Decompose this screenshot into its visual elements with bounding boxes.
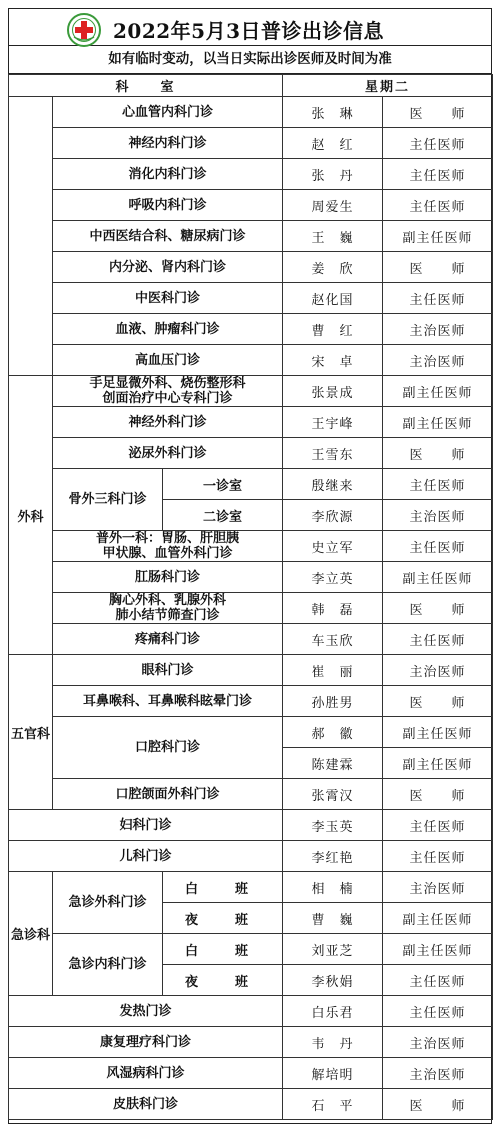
doctor-cell: 王宇峰 [283, 407, 383, 438]
title-cell: 医 师 [383, 779, 493, 810]
dept-cell [53, 531, 283, 562]
hospital-logo-icon [66, 12, 102, 48]
dept-cell: 疼痛科门诊 [53, 624, 283, 655]
doctor-cell: 姜 欣 [283, 252, 383, 283]
dept-cell: 内分泌、肾内科门诊 [53, 252, 283, 283]
doctor-cell: 韦 丹 [283, 1027, 383, 1058]
sub-room-cell: 一诊室 [163, 469, 283, 500]
table-row [9, 593, 493, 624]
title-cell: 主治医师 [383, 345, 493, 376]
doctor-cell: 史立军 [283, 531, 383, 562]
dept-cell: 眼科门诊 [53, 655, 283, 686]
category-internal-blank [9, 97, 53, 376]
table-row [9, 407, 493, 438]
dept-cell: 消化内科门诊 [53, 159, 283, 190]
title-cell: 副主任医师 [383, 407, 493, 438]
dept-cell: 急诊内科门诊 [53, 934, 163, 996]
title-cell: 副主任医师 [383, 562, 493, 593]
title-cell: 主任医师 [383, 841, 493, 872]
notice-text: 如有临时变动，以当日实际出诊医师及时间为准 [8, 46, 492, 74]
page-title: 2022年5月3日普诊出诊信息 [113, 19, 384, 43]
dept-cell: 血液、肿瘤科门诊 [53, 314, 283, 345]
doctor-cell: 李欣源 [283, 500, 383, 531]
sub-room-cell: 二诊室 [163, 500, 283, 531]
shift-cell: 夜 班 [163, 965, 283, 996]
table-row [9, 655, 493, 686]
dept-line: 胸心外科、乳腺外科 [109, 593, 227, 608]
title-cell: 医 师 [383, 438, 493, 469]
title-cell: 主任医师 [383, 624, 493, 655]
dept-cell: 泌尿外科门诊 [53, 438, 283, 469]
title-cell: 主任医师 [383, 810, 493, 841]
dept-cell: 神经内科门诊 [53, 128, 283, 159]
shift-cell: 夜 班 [163, 903, 283, 934]
table-row [9, 128, 493, 159]
title-cell: 主治医师 [383, 1027, 493, 1058]
title-cell: 主任医师 [383, 965, 493, 996]
dept-cell: 神经外科门诊 [53, 407, 283, 438]
doctor-cell: 石 平 [283, 1089, 383, 1120]
doctor-cell: 李秋娟 [283, 965, 383, 996]
dept-line: 甲状腺、血管外科门诊 [102, 546, 233, 561]
dept-cell: 康复理疗科门诊 [9, 1027, 283, 1058]
title-cell: 主任医师 [383, 128, 493, 159]
title-cell: 主任医师 [383, 159, 493, 190]
doctor-cell: 解培明 [283, 1058, 383, 1089]
table-row [9, 934, 493, 965]
dept-cell: 口腔颌面外科门诊 [53, 779, 283, 810]
dept-cell: 耳鼻喉科、耳鼻喉科眩晕门诊 [53, 686, 283, 717]
doctor-cell: 李红艳 [283, 841, 383, 872]
page-header [8, 8, 492, 46]
dept-cell: 中医科门诊 [53, 283, 283, 314]
title-cell: 副主任医师 [383, 717, 493, 748]
doctor-cell: 郝 徽 [283, 717, 383, 748]
table-row [9, 252, 493, 283]
doctor-cell: 曹 巍 [283, 903, 383, 934]
dept-cell: 心血管内科门诊 [53, 97, 283, 128]
doctor-cell: 赵 红 [283, 128, 383, 159]
table-row [9, 1058, 493, 1089]
title-cell: 副主任医师 [383, 376, 493, 407]
dept-line: 肺小结节筛查门诊 [115, 608, 220, 623]
table-row [9, 314, 493, 345]
category-surgery: 外科 [9, 376, 53, 655]
table-row [9, 872, 493, 903]
doctor-cell: 李立英 [283, 562, 383, 593]
dept-line: 普外一科：胃肠、肝胆胰 [96, 531, 240, 546]
title-cell: 主任医师 [383, 283, 493, 314]
doctor-cell: 李玉英 [283, 810, 383, 841]
table-row [9, 97, 493, 128]
dept-cell: 急诊外科门诊 [53, 872, 163, 934]
doctor-cell: 韩 磊 [283, 593, 383, 624]
dept-cell [53, 593, 283, 624]
doctor-cell: 曹 红 [283, 314, 383, 345]
doctor-cell: 张霄汉 [283, 779, 383, 810]
doctor-cell: 王雪东 [283, 438, 383, 469]
title-cell: 主治医师 [383, 500, 493, 531]
dept-cell: 皮肤科门诊 [9, 1089, 283, 1120]
title-cell: 医 师 [383, 97, 493, 128]
table-row [9, 283, 493, 314]
title-cell: 主任医师 [383, 531, 493, 562]
doctor-cell: 车玉欣 [283, 624, 383, 655]
dept-cell [53, 376, 283, 407]
dept-cell: 儿科门诊 [9, 841, 283, 872]
title-cell: 医 师 [383, 252, 493, 283]
table-row [9, 686, 493, 717]
doctor-cell: 周爱生 [283, 190, 383, 221]
table-row [9, 717, 493, 748]
dept-cell: 风湿病科门诊 [9, 1058, 283, 1089]
dept-line: 创面治疗中心专科门诊 [102, 391, 233, 406]
table-row [9, 779, 493, 810]
table-row [9, 438, 493, 469]
dept-cell: 妇科门诊 [9, 810, 283, 841]
title-cell: 主任医师 [383, 469, 493, 500]
doctor-cell: 张景成 [283, 376, 383, 407]
shift-cell: 白 班 [163, 934, 283, 965]
table-row [9, 376, 493, 407]
title-cell: 医 师 [383, 593, 493, 624]
dept-cell: 高血压门诊 [53, 345, 283, 376]
dept-cell: 肛肠科门诊 [53, 562, 283, 593]
category-ent: 五官科 [9, 655, 53, 810]
doctor-cell: 张 丹 [283, 159, 383, 190]
title-cell: 主治医师 [383, 655, 493, 686]
title-cell: 副主任医师 [383, 748, 493, 779]
header-dept: 科 室 [9, 75, 283, 97]
doctor-cell: 孙胜男 [283, 686, 383, 717]
dept-line: 手足显微外科、烧伤整形科 [89, 376, 246, 391]
table-row [9, 159, 493, 190]
table-row [9, 841, 493, 872]
table-row [9, 531, 493, 562]
doctor-cell: 白乐君 [283, 996, 383, 1027]
table-row [9, 1089, 493, 1120]
category-emergency: 急诊科 [9, 872, 53, 996]
table-row [9, 1027, 493, 1058]
doctor-cell: 刘亚芝 [283, 934, 383, 965]
doctor-cell: 张 琳 [283, 97, 383, 128]
table-row [9, 996, 493, 1027]
title-cell: 医 师 [383, 1089, 493, 1120]
shift-cell: 白 班 [163, 872, 283, 903]
title-cell: 副主任医师 [383, 221, 493, 252]
doctor-cell: 宋 卓 [283, 345, 383, 376]
doctor-cell: 王 巍 [283, 221, 383, 252]
dept-cell: 骨外三科门诊 [53, 469, 163, 531]
schedule-table [8, 74, 493, 1120]
doctor-cell: 赵化国 [283, 283, 383, 314]
table-header-row [9, 75, 493, 97]
dept-cell: 发热门诊 [9, 996, 283, 1027]
title-cell: 副主任医师 [383, 934, 493, 965]
table-row [9, 624, 493, 655]
table-row [9, 562, 493, 593]
title-cell: 主治医师 [383, 872, 493, 903]
doctor-cell: 陈建霖 [283, 748, 383, 779]
table-row [9, 221, 493, 252]
dept-cell: 中西医结合科、糖尿病门诊 [53, 221, 283, 252]
dept-cell: 呼吸内科门诊 [53, 190, 283, 221]
table-row [9, 469, 493, 500]
dept-cell: 口腔科门诊 [53, 717, 283, 779]
table-row [9, 810, 493, 841]
doctor-cell: 崔 丽 [283, 655, 383, 686]
doctor-cell: 殷继来 [283, 469, 383, 500]
table-row [9, 345, 493, 376]
title-cell: 主任医师 [383, 190, 493, 221]
title-cell: 医 师 [383, 686, 493, 717]
title-cell: 副主任医师 [383, 903, 493, 934]
header-day: 星期二 [283, 75, 493, 97]
doctor-cell: 相 楠 [283, 872, 383, 903]
title-cell: 主治医师 [383, 1058, 493, 1089]
title-cell: 主任医师 [383, 996, 493, 1027]
title-cell: 主治医师 [383, 314, 493, 345]
table-row [9, 190, 493, 221]
